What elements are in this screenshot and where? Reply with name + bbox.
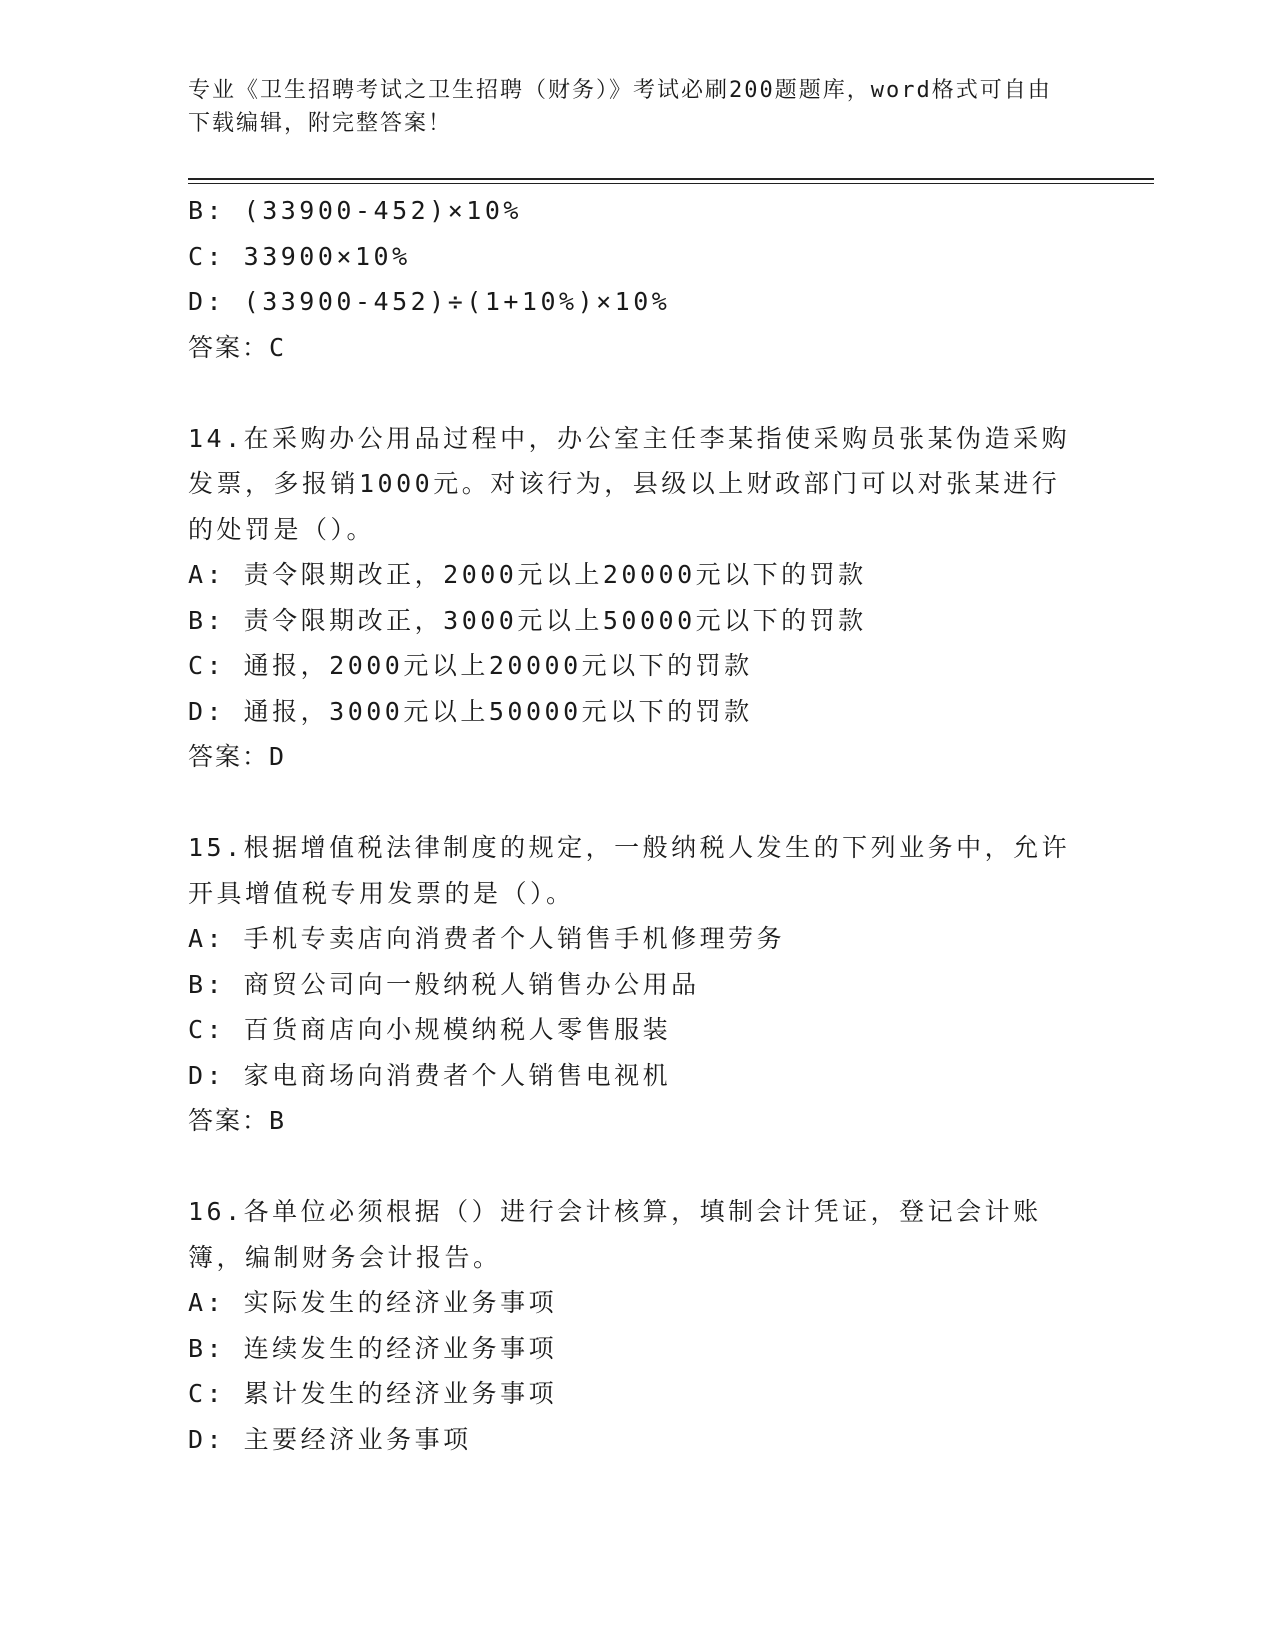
option-c: C: 通报，2000元以上20000元以下的罚款 xyxy=(188,651,753,680)
option-b: B: 连续发生的经济业务事项 xyxy=(188,1333,558,1363)
option-a: A: 责令限期改正，2000元以上20000元以下的罚款 xyxy=(188,560,867,589)
spacer xyxy=(188,780,1088,826)
option-c: C: 累计发生的经济业务事项 xyxy=(188,1379,558,1408)
option-d: D: (33900-452)÷(1+10%)×10% xyxy=(188,287,671,316)
option-b: B: 责令限期改正，3000元以上50000元以下的罚款 xyxy=(188,605,867,635)
document-body xyxy=(188,188,1088,1462)
option-d: D: 家电商场向消费者个人销售电视机 xyxy=(188,1060,672,1090)
header-rule-thin xyxy=(188,183,1154,184)
option-a: A: 实际发生的经济业务事项 xyxy=(188,1288,558,1317)
question-stem: 16.各单位必须根据（）进行会计核算，填制会计凭证，登记会计账簿，编制财务会计报告。 xyxy=(188,1197,1042,1272)
answer: 答案：B xyxy=(188,1106,287,1135)
header-rule-thick xyxy=(188,178,1154,180)
option-b: B: 商贸公司向一般纳税人销售办公用品 xyxy=(188,969,700,999)
option-d: D: 通报，3000元以上50000元以下的罚款 xyxy=(188,696,753,726)
answer: 答案：D xyxy=(188,742,287,771)
spacer xyxy=(188,1144,1088,1190)
option-c: C: 百货商店向小规模纳税人零售服装 xyxy=(188,1015,672,1044)
question-13 xyxy=(188,188,1088,370)
option-c: C: 33900×10% xyxy=(188,241,411,271)
question-stem: 15.根据增值税法律制度的规定，一般纳税人发生的下列业务中，允许开具增值税专用发票的是（）。 xyxy=(188,833,1071,908)
option-d: D: 主要经济业务事项 xyxy=(188,1424,472,1454)
question-16 xyxy=(188,1189,1088,1462)
question-stem: 14.在采购办公用品过程中，办公室主任李某指使采购员张某伪造采购发票，多报销1000元。对该行为，县级以上财政部门可以对张某进行的处罚是（）。 xyxy=(188,423,1071,544)
option-a: A: 手机专卖店向消费者个人销售手机修理劳务 xyxy=(188,924,786,953)
question-15 xyxy=(188,825,1088,1144)
answer: 答案：C xyxy=(188,332,287,362)
question-14 xyxy=(188,416,1088,780)
option-b: B: (33900-452)×10% xyxy=(188,196,522,225)
document-header: 专业《卫生招聘考试之卫生招聘（财务）》考试必刷200题题库，word格式可自由下载编辑，附完整答案！ xyxy=(188,78,1052,136)
spacer xyxy=(188,370,1088,416)
